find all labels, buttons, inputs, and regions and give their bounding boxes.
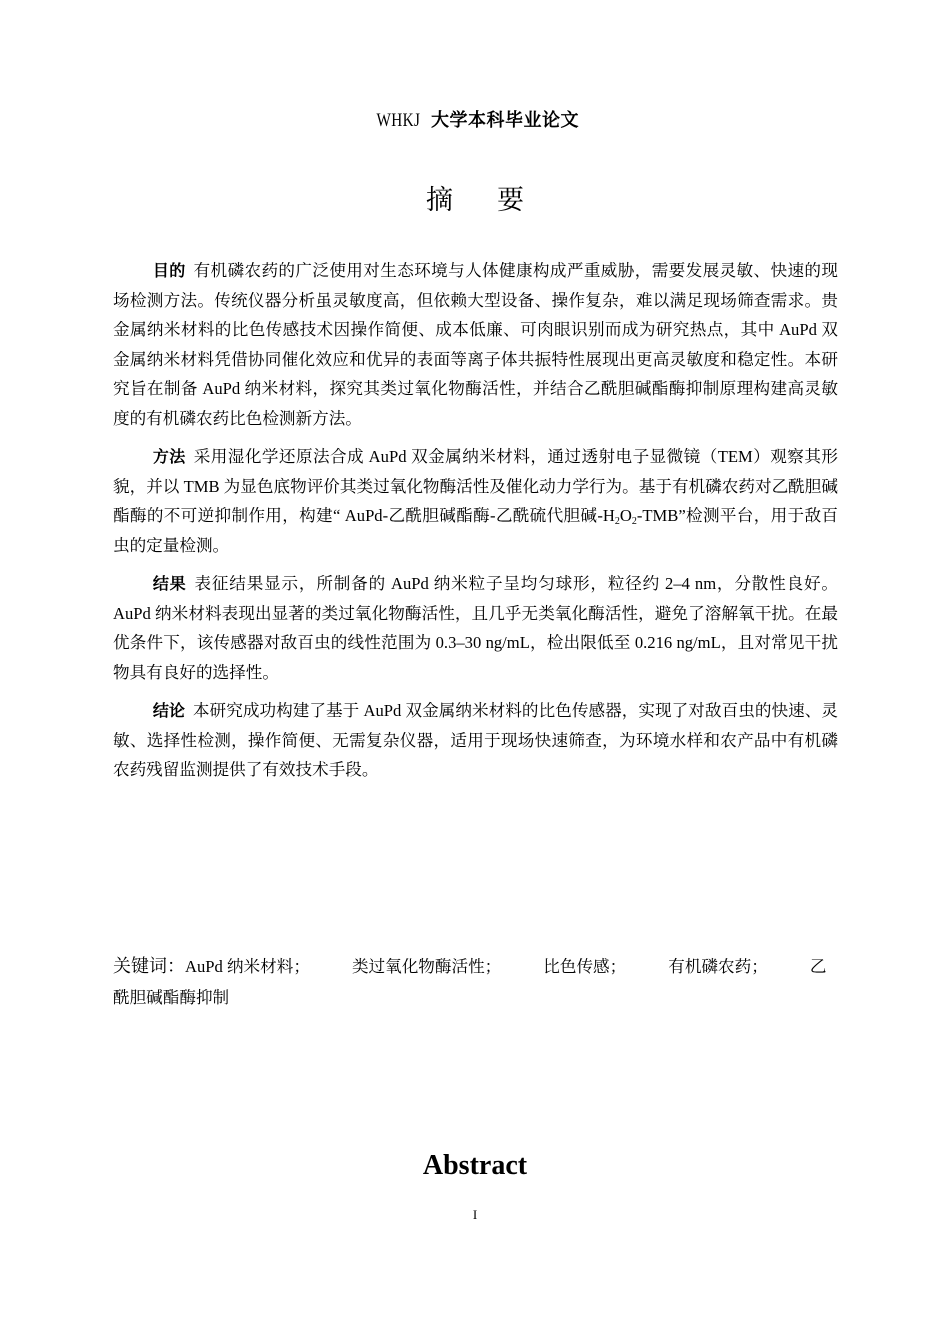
purpose-paragraph bbox=[113, 256, 838, 433]
abstract-body bbox=[113, 256, 838, 794]
keyword-item: 乙酰胆碱酯酶抑制 bbox=[113, 957, 827, 1007]
header-thesis-type: 大学本科毕业论文 bbox=[431, 110, 580, 131]
english-abstract-title: Abstract bbox=[422, 1150, 528, 1181]
method-text-end: -TMB”检测平台，用于敌百虫的定量检测。 bbox=[113, 506, 838, 555]
purpose-label: 目的 bbox=[152, 261, 186, 280]
page-number: I bbox=[472, 1207, 478, 1222]
result-label: 结果 bbox=[152, 574, 187, 593]
method-paragraph bbox=[113, 442, 838, 560]
conclusion-text: 本研究成功构建了基于 AuPd 双金属纳米材料的比色传感器，实现了对敌百虫的快速、灵敏、选择性检测，操作简便、无需复杂仪器，适用于现场快速筛查，为环境水样和农产品中有机磷农药残留监测提供了有效技术手段。 bbox=[113, 701, 838, 779]
conclusion-paragraph bbox=[113, 696, 838, 785]
keyword-item: AuPd 纳米材料； bbox=[185, 957, 310, 976]
running-header bbox=[0, 106, 950, 132]
result-paragraph bbox=[113, 569, 838, 687]
result-text: 表征结果显示，所制备的 AuPd 纳米粒子呈均匀球形，粒径约 2–4 nm，分散性良好。AuPd 纳米材料表现出显著的类过氧化物酶活性，且几乎无类氧化酶活性，避免了溶解氧干扰。在最优条件下，该传感器对敌百虫的线性范围为 0.3–30 ng/mL，检出限低至 0.216 ng/mL，且对常见干扰物具有良好的选择性。 bbox=[113, 574, 838, 682]
keyword-item: 类过氧化物酶活性； bbox=[351, 957, 502, 976]
method-text-mid: O bbox=[619, 506, 632, 525]
keywords-label: 关键词： bbox=[113, 956, 185, 977]
conclusion-label: 结论 bbox=[152, 701, 185, 720]
header-university-code: WHKJ bbox=[376, 110, 421, 131]
keyword-item: 有机磷农药； bbox=[668, 957, 768, 976]
method-text: 采用湿化学还原法合成 AuPd 双金属纳米材料，通过透射电子显微镜（TEM）观察其形貌，并以 TMB 为显色底物评价其类过氧化物酶活性及催化动力学行为。基于有机磷农药对乙酰胆碱酯酶的不可逆抑制作用，构建“ AuPd-乙酰胆碱酯酶-乙酰硫代胆碱-H bbox=[113, 447, 838, 525]
purpose-text: 有机磷农药的广泛使用对生态环境与人体健康构成严重威胁，需要发展灵敏、快速的现场检测方法。传统仪器分析虽灵敏度高，但依赖大型设备、操作复杂，难以满足现场筛查需求。贵金属纳米材料的比色传感技术因操作简便、成本低廉、可肉眼识别而成为研究热点，其中 AuPd 双金属纳米材料凭借协同催化效应和优异的表面等离子体共振特性展现出更高灵敏度和稳定性。本研究旨在制备 AuPd 纳米材料，探究其类过氧化物酶活性，并结合乙酰胆碱酯酶抑制原理构建高灵敏度的有机磷农药比色检测新方法。 bbox=[113, 261, 838, 428]
keywords-block bbox=[113, 951, 838, 1013]
method-subscript-2: 2 bbox=[631, 516, 637, 527]
abstract-title: 摘要 bbox=[426, 185, 568, 216]
method-subscript-1: 2 bbox=[614, 516, 620, 527]
method-label: 方法 bbox=[152, 447, 186, 466]
keyword-item: 比色传感； bbox=[543, 957, 627, 976]
